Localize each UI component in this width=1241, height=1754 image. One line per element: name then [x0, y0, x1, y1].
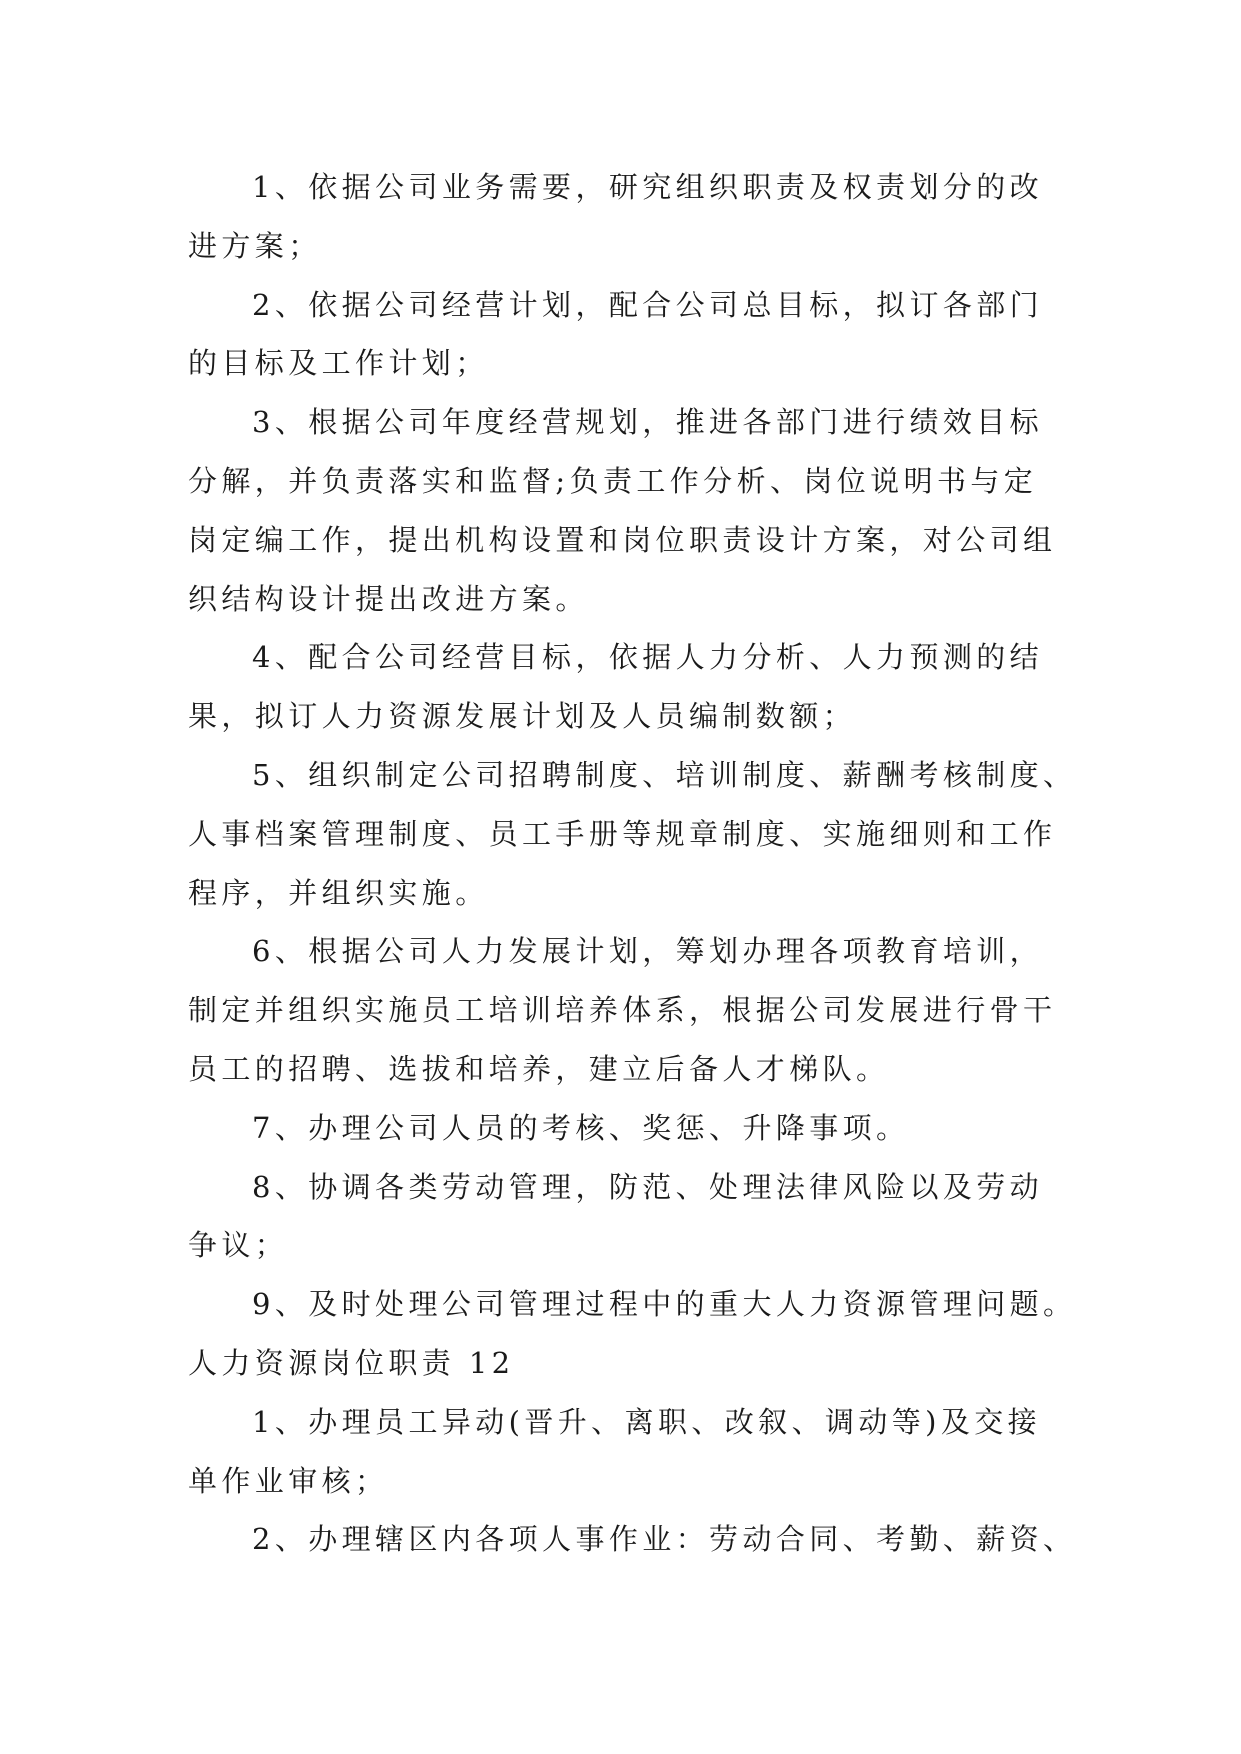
- text-line: 2、办理辖区内各项人事作业：劳动合同、考勤、薪资、: [252, 1522, 1077, 1557]
- text-line: 7、办理公司人员的考核、奖惩、升降事项。: [252, 1110, 910, 1145]
- text-line: 争议；: [188, 1228, 289, 1263]
- text-line: 织结构设计提出改进方案。: [188, 581, 589, 616]
- text-line: 分解，并负责落实和监督;负责工作分析、岗位说明书与定: [188, 463, 1038, 498]
- text-line: 1、依据公司业务需要，研究组织职责及权责划分的改: [252, 170, 1044, 204]
- text-line: 8、协调各类劳动管理，防范、处理法律风险以及劳动: [252, 1169, 1044, 1204]
- section-title: 人力资源岗位职责 12: [188, 1345, 515, 1380]
- text-line: 进方案；: [188, 228, 322, 263]
- text-line: 果，拟订人力资源发展计划及人员编制数额；: [188, 699, 857, 734]
- text-line: 人事档案管理制度、员工手册等规章制度、实施细则和工作: [188, 816, 1057, 851]
- text-line: 6、根据公司人力发展计划，筹划办理各项教育培训，: [252, 934, 1044, 969]
- text-line: 制定并组织实施员工培训培养体系，根据公司发展进行骨干: [188, 993, 1057, 1028]
- text-line: 9、及时处理公司管理过程中的重大人力资源管理问题。: [252, 1287, 1077, 1322]
- text-line: 5、组织制定公司招聘制度、培训制度、薪酬考核制度、: [252, 757, 1077, 792]
- text-line: 4、配合公司经营目标，依据人力分析、人力预测的结: [252, 640, 1044, 675]
- text-line: 程序，并组织实施。: [188, 875, 489, 910]
- text-line: 2、依据公司经营计划，配合公司总目标，拟订各部门: [252, 287, 1044, 322]
- text-line: 的目标及工作计划；: [188, 346, 489, 381]
- text-line: 1、办理员工异动(晋升、离职、改叙、调动等)及交接: [252, 1404, 1042, 1439]
- text-line: 岗定编工作，提出机构设置和岗位职责设计方案，对公司组: [188, 522, 1057, 557]
- document-body: [188, 158, 1077, 1569]
- text-line: 员工的招聘、选拔和培养，建立后备人才梯队。: [188, 1051, 890, 1086]
- text-line: 3、根据公司年度经营规划，推进各部门进行绩效目标: [252, 405, 1044, 440]
- text-line: 单作业审核；: [188, 1463, 389, 1498]
